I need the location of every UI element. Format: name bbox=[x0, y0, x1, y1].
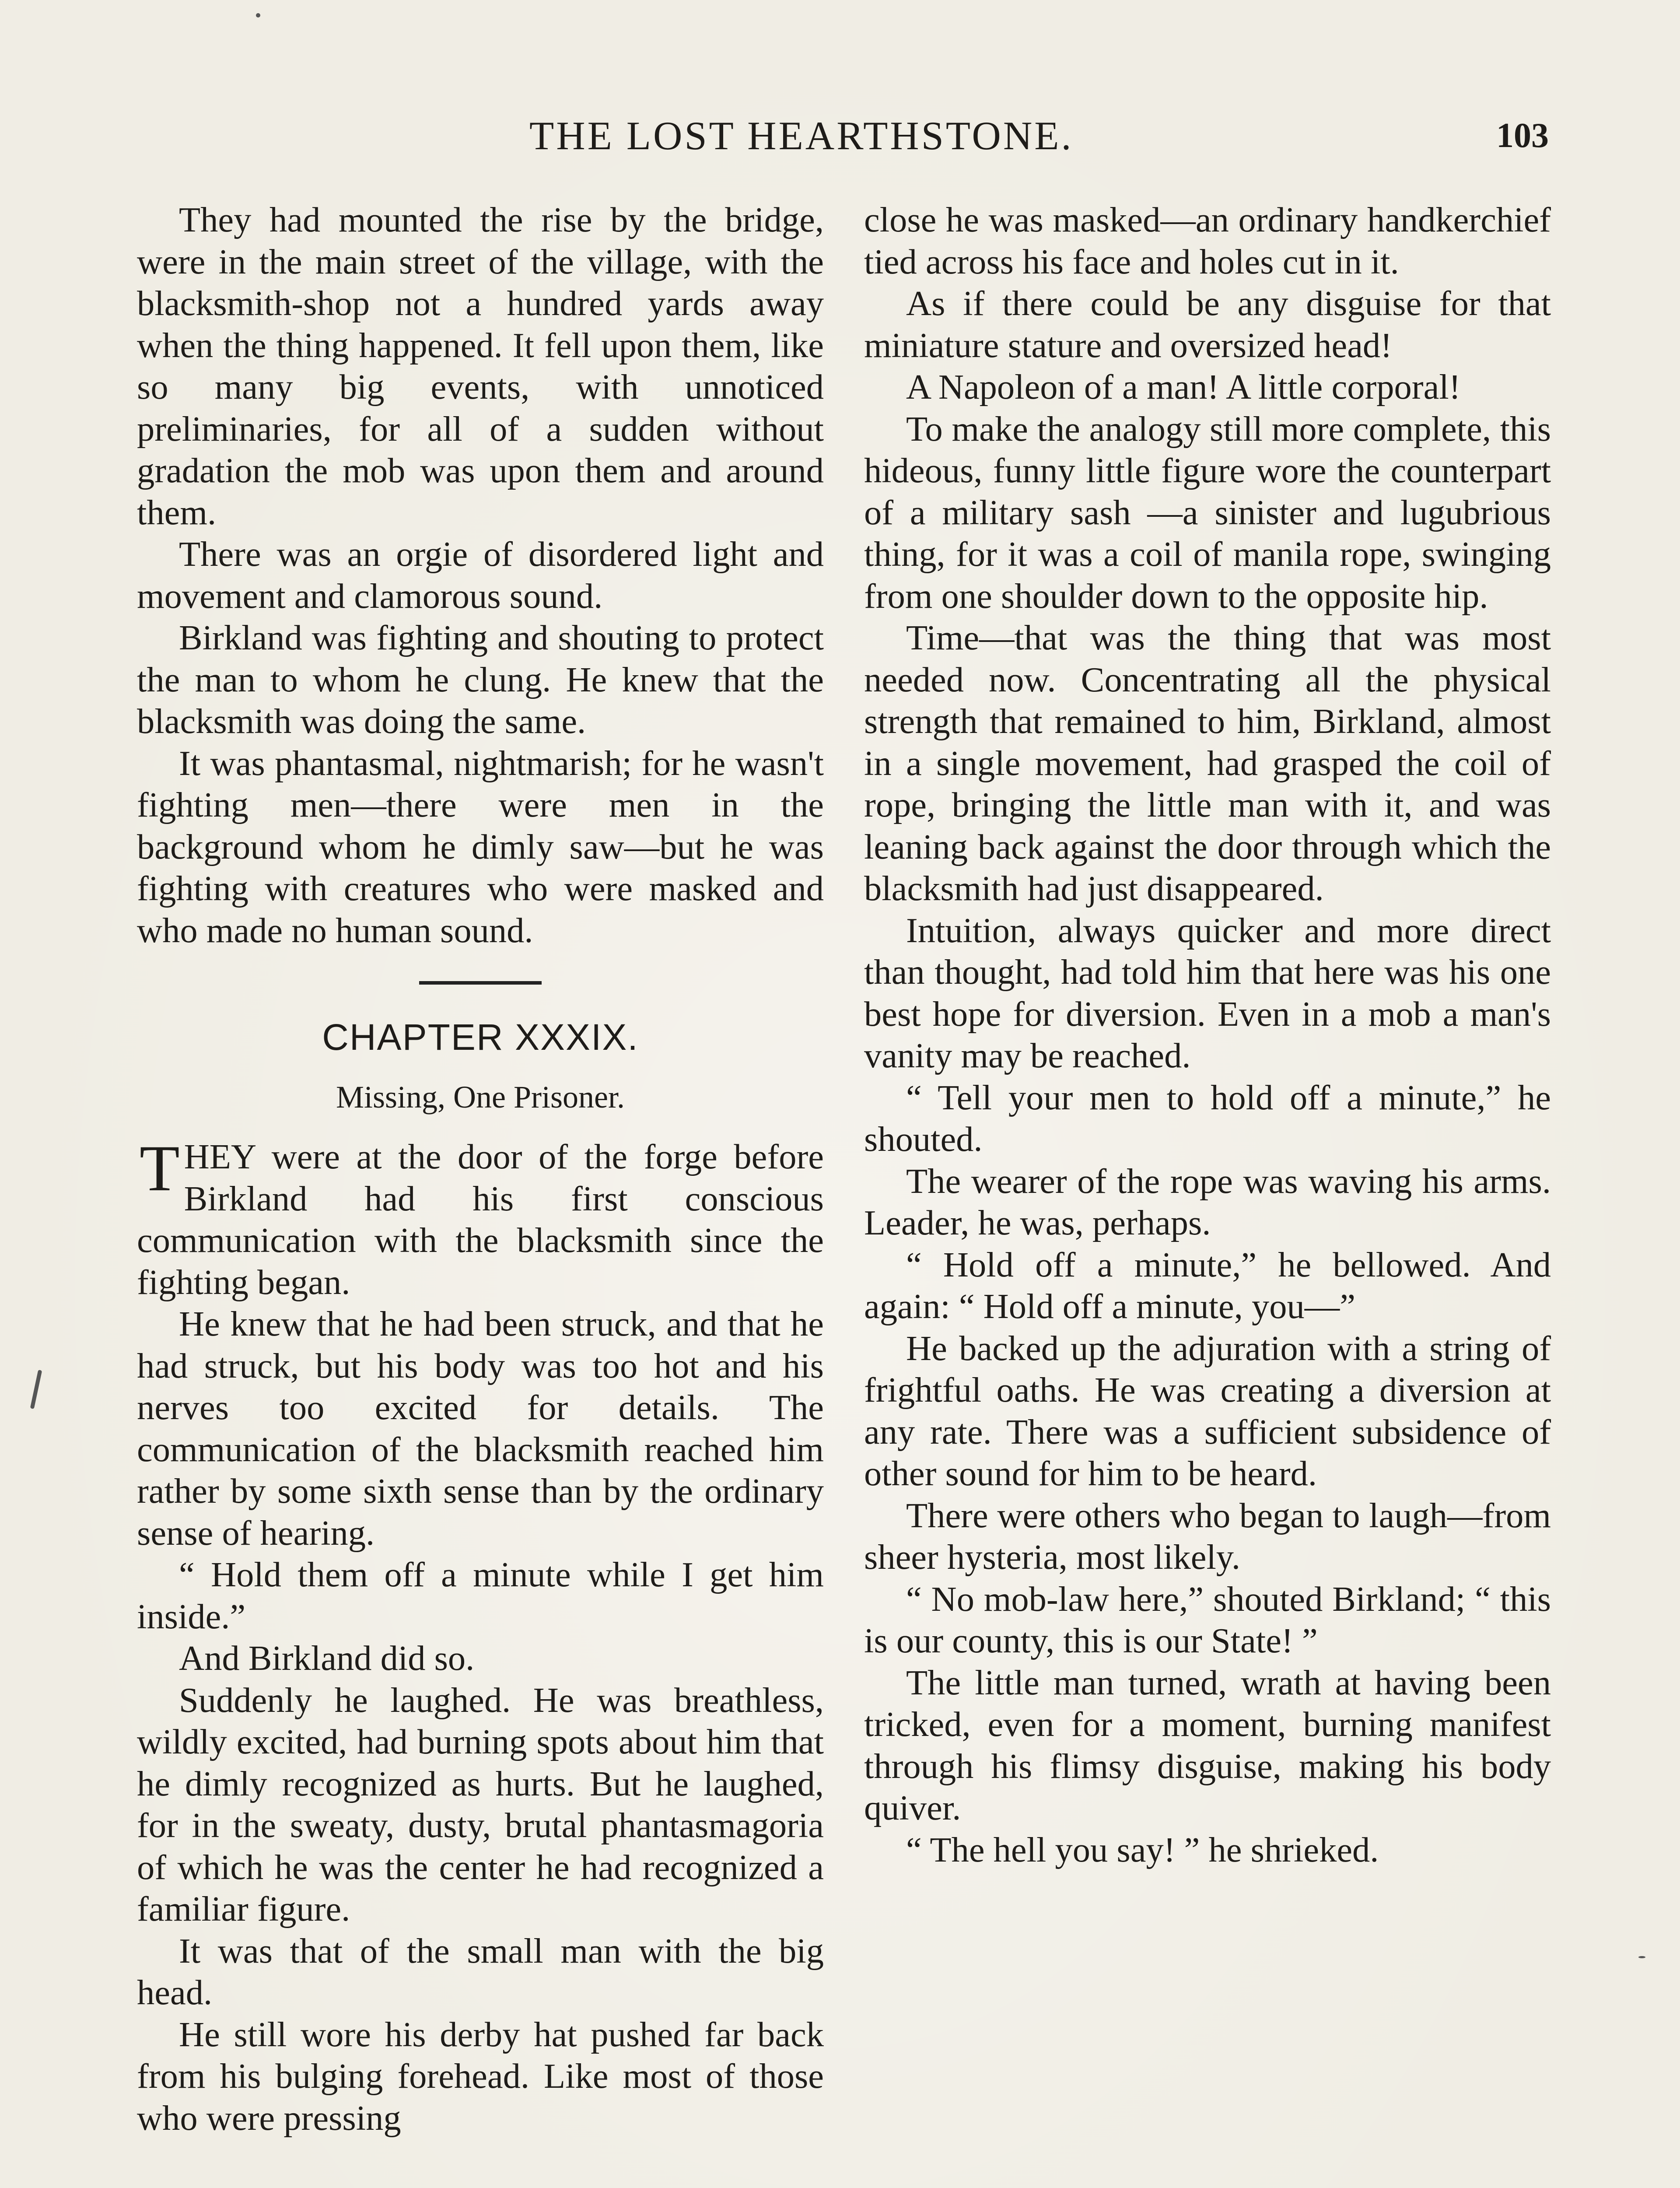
paragraph: “ Tell your men to hold off a minute,” he shouted. bbox=[864, 1078, 1551, 1159]
paragraph: He still wore his derby hat pushed far back from his bulging forehead. Like most of those who were pressing bbox=[137, 2015, 824, 2138]
paragraph: They had mounted the rise by the bridge, were in the main street of the village, with the blacksmith-shop not a hundred yards away when the thing happened. It fell upon them, like so many big events, with unnoticed preliminaries, for all of a sudden without gradation the mob was upon them and around them. bbox=[137, 200, 824, 532]
paragraph: “ No mob-law here,” shouted Birkland; “ this is our county, this is our State! ” bbox=[864, 1579, 1551, 1660]
paragraph: Suddenly he laughed. He was breathless, wildly excited, had burning spots about him that he dimly recognized as hurts. But he laughed, for in the sweaty, dusty, brutal phantasmagoria of which he was the center he had recognized a familiar figure. bbox=[137, 1680, 824, 1929]
paper-speck bbox=[1638, 1956, 1645, 1958]
paragraph: “ Hold off a minute,” he bellowed. And again: “ Hold off a minute, you—” bbox=[864, 1245, 1551, 1326]
running-header bbox=[136, 107, 1549, 164]
paragraph: And Birkland did so. bbox=[179, 1639, 475, 1678]
paragraph: It was phantasmal, nightmarish; for he wasn't fighting men—there were men in the background whom he dimly saw—but he was fighting with creatures who were masked and who made no human sound. bbox=[137, 743, 824, 950]
running-title: THE LOST HEARTHSTONE. bbox=[529, 113, 1074, 158]
paragraph: The wearer of the rope was waving his arms. Leader, he was, perhaps. bbox=[864, 1161, 1551, 1242]
paragraph: It was that of the small man with the big head. bbox=[137, 1931, 824, 2012]
paragraph: There were others who began to laugh—from sheer hysteria, most likely. bbox=[864, 1496, 1551, 1577]
paper-speck bbox=[256, 13, 260, 18]
paragraph: Birkland was fighting and shouting to protect the man to whom he clung. He knew that the blacksmith was doing the same. bbox=[137, 618, 824, 741]
continued-paragraph: close he was masked—an ordinary handkerchief tied across his face and holes cut in it. bbox=[864, 200, 1551, 281]
paragraph: “ The hell you say! ” he shrieked. bbox=[906, 1830, 1379, 1869]
chapter-first-paragraph bbox=[137, 1132, 824, 1303]
drop-cap: T bbox=[140, 1132, 180, 1205]
chapter-title: CHAPTER XXXIX. bbox=[322, 1017, 639, 1058]
page-number: 103 bbox=[1496, 116, 1549, 155]
first-paragraph-text: HEY were at the door of the forge before Birkland had his first conscious communication with the blacksmith since the fighting began. bbox=[137, 1137, 824, 1302]
chapter-subtitle: Missing, One Prisoner. bbox=[336, 1080, 625, 1115]
paragraph: To make the analogy still more complete, this hideous, funny little figure wore the counterpart of a military sash —a sinister and lugubrious thing, for it was a coil of manila rope, swinging from one shoulder down to the opposite hip. bbox=[864, 409, 1551, 616]
paragraph: Time—that was the thing that was most needed now. Concentrating all the physical strength that remained to him, Birkland, almost in a single movement, had grasped the coil of rope, bringing the little man with it, and was leaning back against the door through which the blacksmith had just disappeared. bbox=[864, 618, 1551, 908]
paragraph: As if there could be any disguise for that miniature stature and oversized head! bbox=[864, 284, 1551, 365]
paragraph: There was an orgie of disordered light and movement and clamorous sound. bbox=[137, 535, 824, 616]
paragraph: The little man turned, wrath at having been tricked, even for a moment, burning manifest through his flimsy disguise, making his body quiver. bbox=[864, 1663, 1551, 1827]
paragraph: He backed up the adjuration with a string of frightful oaths. He was creating a diversion at any rate. There was a sufficient subsidence of other sound for him to be heard. bbox=[864, 1329, 1551, 1493]
left-column bbox=[137, 199, 824, 2139]
paragraph: Intuition, always quicker and more direct than thought, had told him that here was his one best hope for diversion. Even in a mob a man's vanity may be reached. bbox=[864, 911, 1551, 1075]
paper-speck bbox=[30, 1370, 42, 1409]
paragraph: He knew that he had been struck, and that he had struck, but his body was too hot and his nerves too excited for details. The communication of the blacksmith reached him rather by some sixth sense than by the ordinary sense of hearing. bbox=[137, 1304, 824, 1553]
paragraph: A Napoleon of a man! A little corporal! bbox=[906, 368, 1461, 407]
right-column bbox=[864, 199, 1551, 1871]
paragraph: “ Hold them off a minute while I get him inside.” bbox=[137, 1555, 824, 1636]
section-divider bbox=[419, 981, 542, 985]
